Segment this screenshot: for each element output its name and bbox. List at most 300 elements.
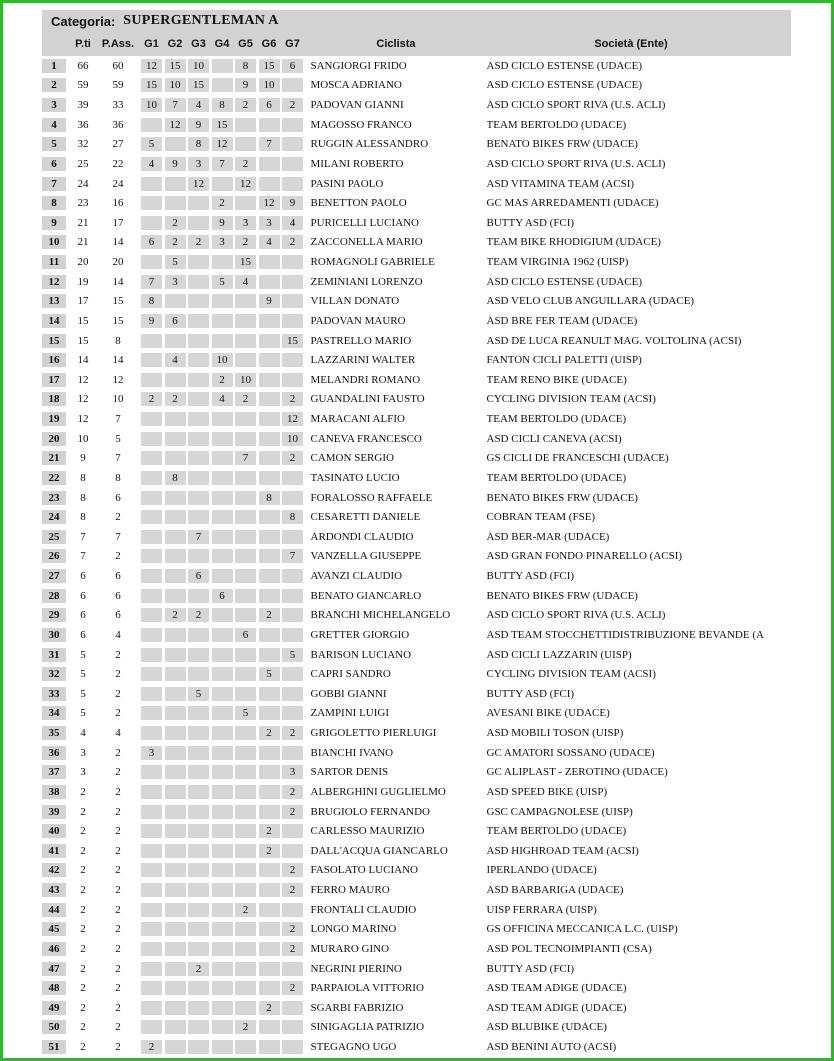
header-points: P.ti [75, 38, 91, 50]
race-g2-cell [165, 785, 186, 799]
assigned-points-cell: 7 [115, 530, 121, 543]
assigned-points-cell: 6 [115, 609, 121, 622]
race-g1-cell: 6 [141, 235, 162, 249]
table-row [42, 920, 791, 940]
race-g3-cell [188, 589, 209, 603]
team-cell: ASD BRE FER TEAM (UDACE) [486, 314, 638, 327]
points-cell: 6 [80, 609, 86, 622]
race-g7-cell: 12 [282, 412, 303, 426]
race-g1-cell [141, 569, 162, 583]
rider-name-cell: ALBERGHINI GUGLIELMO [310, 785, 446, 798]
position-cell: 3 [42, 98, 66, 112]
race-g5-cell [235, 1001, 256, 1015]
race-g4-cell [212, 726, 233, 740]
race-g2-cell: 7 [165, 98, 186, 112]
position-cell: 14 [42, 314, 66, 328]
points-cell: 8 [80, 511, 86, 524]
race-g7-cell [282, 824, 303, 838]
position-cell: 39 [42, 805, 66, 819]
team-cell: ASD TEAM ADIGE (UDACE) [486, 1001, 627, 1014]
table-row [42, 978, 791, 998]
team-cell: ASD CICLO SPORT RIVA (U.S. ACLI) [486, 99, 666, 112]
team-cell: GSC CAMPAGNOLESE (UISP) [486, 805, 633, 818]
race-g1-cell [141, 824, 162, 838]
assigned-points-cell: 2 [115, 687, 121, 700]
points-cell: 2 [80, 884, 86, 897]
points-cell: 39 [77, 99, 89, 112]
race-g4-cell [212, 451, 233, 465]
race-g5-cell [235, 510, 256, 524]
assigned-points-cell: 2 [115, 668, 121, 681]
assigned-points-cell: 16 [112, 197, 124, 210]
rider-name-cell: BRANCHI MICHELANGELO [310, 609, 451, 622]
assigned-points-cell: 2 [115, 707, 121, 720]
points-cell: 66 [77, 59, 89, 72]
race-g5-cell [235, 726, 256, 740]
rider-name-cell: SINIGAGLIA PATRIZIO [310, 1021, 425, 1034]
table-row [42, 880, 791, 900]
race-g2-cell [165, 805, 186, 819]
rider-name-cell: BARISON LUCIANO [310, 648, 412, 661]
position-cell: 29 [42, 608, 66, 622]
race-g3-cell [188, 314, 209, 328]
position-cell: 26 [42, 549, 66, 563]
race-g2-cell [165, 491, 186, 505]
points-cell: 6 [80, 589, 86, 602]
rider-name-cell: RUGGIN ALESSANDRO [310, 138, 429, 151]
team-cell: COBRAN TEAM (FSE) [486, 511, 596, 524]
race-g7-cell [282, 118, 303, 132]
assigned-points-cell: 2 [115, 1021, 121, 1034]
assigned-points-cell: 2 [115, 942, 121, 955]
table-row [42, 76, 791, 96]
race-g5-cell [235, 491, 256, 505]
race-g3-cell [188, 294, 209, 308]
race-g6-cell: 2 [259, 844, 280, 858]
race-g4-cell [212, 687, 233, 701]
rider-name-cell: BENATO GIANCARLO [310, 589, 422, 602]
race-g2-cell [165, 373, 186, 387]
race-g5-cell: 12 [235, 177, 256, 191]
position-cell: 50 [42, 1020, 66, 1034]
race-g1-cell: 7 [141, 275, 162, 289]
rider-name-cell: CANEVA FRANCESCO [310, 432, 422, 445]
team-cell: ASD BER-MAR (UDACE) [486, 530, 610, 543]
assigned-points-cell: 2 [115, 844, 121, 857]
position-cell: 1 [42, 59, 66, 73]
position-cell: 25 [42, 530, 66, 544]
assigned-points-cell: 2 [115, 884, 121, 897]
points-cell: 20 [77, 256, 89, 269]
race-g6-cell [259, 628, 280, 642]
assigned-points-cell: 10 [112, 393, 124, 406]
team-cell: AVESANI BIKE (UDACE) [486, 707, 610, 720]
race-g6-cell: 15 [259, 59, 280, 73]
race-g4-cell [212, 903, 233, 917]
position-cell: 46 [42, 942, 66, 956]
race-g3-cell: 8 [188, 137, 209, 151]
race-g7-cell [282, 608, 303, 622]
points-cell: 32 [77, 138, 89, 151]
team-cell: ASD CICLI CANEVA (ACSI) [486, 432, 622, 445]
race-g2-cell [165, 962, 186, 976]
race-g4-cell [212, 648, 233, 662]
rider-name-cell: GRETTER GIORGIO [310, 628, 410, 641]
race-g7-cell: 3 [282, 765, 303, 779]
assigned-points-cell: 6 [115, 491, 121, 504]
race-g4-cell: 7 [212, 157, 233, 171]
position-cell: 48 [42, 981, 66, 995]
team-cell: ASD VELO CLUB ANGUILLARA (UDACE) [486, 295, 695, 308]
position-cell: 24 [42, 510, 66, 524]
race-g2-cell [165, 334, 186, 348]
race-g6-cell [259, 314, 280, 328]
race-g4-cell [212, 1001, 233, 1015]
table-row [42, 802, 791, 822]
race-g2-cell [165, 432, 186, 446]
assigned-points-cell: 8 [115, 471, 121, 484]
race-g2-cell [165, 1040, 186, 1054]
race-g5-cell [235, 569, 256, 583]
race-g7-cell [282, 1020, 303, 1034]
race-g4-cell: 6 [212, 589, 233, 603]
points-cell: 2 [80, 962, 86, 975]
rider-name-cell: DALL'ACQUA GIANCARLO [310, 844, 448, 857]
race-g2-cell [165, 648, 186, 662]
race-g1-cell: 10 [141, 98, 162, 112]
race-g2-cell [165, 1001, 186, 1015]
race-g5-cell [235, 549, 256, 563]
race-g4-cell [212, 530, 233, 544]
assigned-points-cell: 15 [112, 295, 124, 308]
race-g6-cell [259, 765, 280, 779]
race-g1-cell [141, 726, 162, 740]
points-cell: 2 [80, 1021, 86, 1034]
race-g4-cell: 9 [212, 216, 233, 230]
race-g6-cell [259, 1040, 280, 1054]
race-g2-cell [165, 746, 186, 760]
race-g5-cell [235, 687, 256, 701]
table-row [42, 625, 791, 645]
table-row [42, 233, 791, 253]
table-row [42, 704, 791, 724]
race-g7-cell [282, 903, 303, 917]
rider-name-cell: TASINATO LUCIO [310, 471, 400, 484]
table-row [42, 115, 791, 135]
race-g3-cell: 2 [188, 962, 209, 976]
assigned-points-cell: 6 [115, 589, 121, 602]
assigned-points-cell: 7 [115, 452, 121, 465]
position-cell: 28 [42, 589, 66, 603]
position-cell: 43 [42, 883, 66, 897]
race-g3-cell [188, 196, 209, 210]
rider-name-cell: SGARBI FABRIZIO [310, 1001, 404, 1014]
race-g4-cell [212, 334, 233, 348]
race-g4-cell [212, 177, 233, 191]
race-g2-cell: 8 [165, 471, 186, 485]
team-cell: ASD SPEED BIKE (UISP) [486, 785, 608, 798]
position-cell: 34 [42, 706, 66, 720]
team-cell: BENATO BIKES FRW (UDACE) [486, 138, 638, 151]
team-cell: BUTTY ASD (FCI) [486, 687, 575, 700]
race-g2-cell [165, 1020, 186, 1034]
race-g7-cell [282, 353, 303, 367]
rider-name-cell: GUANDALINI FAUSTO [310, 393, 425, 406]
position-cell: 42 [42, 863, 66, 877]
table-row [42, 370, 791, 390]
race-g3-cell [188, 216, 209, 230]
position-cell: 32 [42, 667, 66, 681]
race-g7-cell: 2 [282, 883, 303, 897]
team-cell: ASD POL TECNOIMPIANTI (CSA) [486, 942, 652, 955]
race-g3-cell [188, 510, 209, 524]
race-g2-cell [165, 942, 186, 956]
points-cell: 7 [80, 550, 86, 563]
points-cell: 21 [77, 216, 89, 229]
rider-name-cell: PARPAIOLA VITTORIO [310, 982, 424, 995]
table-row [42, 959, 791, 979]
position-cell: 31 [42, 648, 66, 662]
race-g6-cell: 2 [259, 608, 280, 622]
header-g5: G5 [238, 38, 253, 50]
points-cell: 7 [80, 530, 86, 543]
race-g2-cell [165, 569, 186, 583]
race-g4-cell [212, 962, 233, 976]
race-g1-cell [141, 177, 162, 191]
race-g1-cell [141, 353, 162, 367]
assigned-points-cell: 4 [115, 727, 121, 740]
header-g6: G6 [261, 38, 277, 50]
race-g2-cell: 2 [165, 235, 186, 249]
table-row [42, 566, 791, 586]
race-g6-cell: 2 [259, 726, 280, 740]
position-cell: 21 [42, 451, 66, 465]
table-row [42, 743, 791, 763]
points-cell: 8 [80, 491, 86, 504]
race-g1-cell [141, 981, 162, 995]
race-g3-cell [188, 491, 209, 505]
race-g3-cell: 5 [188, 687, 209, 701]
race-g6-cell [259, 549, 280, 563]
race-g7-cell [282, 569, 303, 583]
rider-name-cell: FASOLATO LUCIANO [310, 864, 418, 877]
race-g1-cell: 3 [141, 746, 162, 760]
race-g1-cell [141, 844, 162, 858]
race-g6-cell [259, 530, 280, 544]
team-cell: BENATO BIKES FRW (UDACE) [486, 491, 638, 504]
team-cell: TEAM BIKE RHODIGIUM (UDACE) [486, 236, 661, 249]
points-cell: 12 [77, 393, 89, 406]
race-g4-cell [212, 59, 233, 73]
points-cell: 17 [77, 295, 89, 308]
race-g1-cell: 2 [141, 392, 162, 406]
race-g5-cell [235, 844, 256, 858]
team-cell: GS OFFICINA MECCANICA L.C. (UISP) [486, 923, 678, 936]
position-cell: 10 [42, 235, 66, 249]
race-g6-cell [259, 903, 280, 917]
race-g3-cell [188, 334, 209, 348]
table-row [42, 95, 791, 115]
race-g2-cell [165, 687, 186, 701]
race-g6-cell [259, 177, 280, 191]
table-row [42, 586, 791, 606]
category-label: Categoria: [51, 13, 116, 29]
race-g2-cell [165, 451, 186, 465]
position-cell: 7 [42, 177, 66, 191]
race-g4-cell [212, 706, 233, 720]
race-g3-cell: 15 [188, 78, 209, 92]
team-cell: ASD CICLO ESTENSE (UDACE) [486, 275, 643, 288]
race-g1-cell [141, 785, 162, 799]
position-cell: 20 [42, 432, 66, 446]
race-g6-cell: 4 [259, 235, 280, 249]
race-g1-cell [141, 196, 162, 210]
assigned-points-cell: 6 [115, 570, 121, 583]
position-cell: 51 [42, 1040, 66, 1054]
table-header [42, 32, 791, 56]
assigned-points-cell: 2 [115, 825, 121, 838]
table-row [42, 763, 791, 783]
category-bar [42, 10, 791, 32]
assigned-points-cell: 2 [115, 903, 121, 916]
race-g1-cell: 4 [141, 157, 162, 171]
assigned-points-cell: 2 [115, 805, 121, 818]
race-g7-cell: 7 [282, 549, 303, 563]
team-cell: TEAM BERTOLDO (UDACE) [486, 413, 627, 426]
assigned-points-cell: 2 [115, 982, 121, 995]
race-g6-cell [259, 746, 280, 760]
position-cell: 47 [42, 962, 66, 976]
race-g1-cell: 8 [141, 294, 162, 308]
race-g3-cell [188, 471, 209, 485]
table-row [42, 350, 791, 370]
race-g6-cell [259, 805, 280, 819]
points-cell: 14 [77, 354, 89, 367]
race-g3-cell [188, 746, 209, 760]
race-g1-cell: 2 [141, 1040, 162, 1054]
race-g7-cell [282, 844, 303, 858]
points-cell: 5 [80, 687, 86, 700]
points-cell: 12 [77, 373, 89, 386]
header-rider: Ciclista [376, 38, 416, 50]
race-g4-cell [212, 667, 233, 681]
race-g4-cell [212, 314, 233, 328]
table-row [42, 861, 791, 881]
position-cell: 9 [42, 216, 66, 230]
table-row [42, 154, 791, 174]
team-cell: ASD CICLO ESTENSE (UDACE) [486, 59, 643, 72]
header-g1: G1 [144, 38, 159, 50]
race-g7-cell [282, 491, 303, 505]
team-cell: ASD BARBARIGA (UDACE) [486, 884, 624, 897]
race-g4-cell [212, 863, 233, 877]
race-g3-cell [188, 863, 209, 877]
race-g5-cell [235, 863, 256, 877]
race-g7-cell [282, 471, 303, 485]
position-cell: 6 [42, 157, 66, 171]
race-g6-cell [259, 275, 280, 289]
points-cell: 9 [80, 452, 86, 465]
race-g5-cell [235, 118, 256, 132]
assigned-points-cell: 15 [112, 314, 124, 327]
race-g2-cell: 2 [165, 608, 186, 622]
position-cell: 19 [42, 412, 66, 426]
race-g3-cell [188, 628, 209, 642]
team-cell: ASD CICLI LAZZARIN (UISP) [486, 648, 632, 661]
rider-name-cell: ZACCONELLA MARIO [310, 236, 423, 249]
race-g3-cell: 3 [188, 157, 209, 171]
assigned-points-cell: 7 [115, 413, 121, 426]
race-g4-cell [212, 471, 233, 485]
race-g7-cell [282, 706, 303, 720]
race-g2-cell [165, 922, 186, 936]
table-row [42, 664, 791, 684]
race-g7-cell: 2 [282, 392, 303, 406]
race-g7-cell [282, 294, 303, 308]
team-cell: ASD BLUBIKE (UDACE) [486, 1021, 607, 1034]
race-g5-cell: 4 [235, 275, 256, 289]
race-g2-cell [165, 549, 186, 563]
race-g5-cell [235, 746, 256, 760]
race-g3-cell [188, 1040, 209, 1054]
race-g6-cell [259, 785, 280, 799]
team-cell: ASD TEAM ADIGE (UDACE) [486, 982, 627, 995]
race-g2-cell: 5 [165, 255, 186, 269]
table-row [42, 606, 791, 626]
rider-name-cell: VILLAN DONATO [310, 295, 400, 308]
table-row [42, 1018, 791, 1038]
assigned-points-cell: 2 [115, 746, 121, 759]
position-cell: 22 [42, 471, 66, 485]
race-g4-cell [212, 549, 233, 563]
team-cell: BENATO BIKES FRW (UDACE) [486, 589, 638, 602]
race-g3-cell [188, 922, 209, 936]
race-g2-cell [165, 589, 186, 603]
race-g1-cell: 5 [141, 137, 162, 151]
points-cell: 5 [80, 648, 86, 661]
table-row [42, 449, 791, 469]
points-cell: 2 [80, 785, 86, 798]
race-g5-cell [235, 294, 256, 308]
points-cell: 3 [80, 766, 86, 779]
table-row [42, 645, 791, 665]
race-g1-cell [141, 903, 162, 917]
points-cell: 2 [80, 923, 86, 936]
rider-name-cell: CAMON SERGIO [310, 452, 394, 465]
race-g5-cell: 3 [235, 216, 256, 230]
position-cell: 45 [42, 922, 66, 936]
race-g2-cell [165, 726, 186, 740]
table-row [42, 782, 791, 802]
race-g1-cell [141, 255, 162, 269]
assigned-points-cell: 2 [115, 766, 121, 779]
race-g6-cell [259, 589, 280, 603]
rider-name-cell: STEGAGNO UGO [310, 1041, 397, 1054]
race-g4-cell: 15 [212, 118, 233, 132]
race-g7-cell [282, 667, 303, 681]
race-g1-cell [141, 863, 162, 877]
race-g7-cell: 8 [282, 510, 303, 524]
race-g3-cell [188, 981, 209, 995]
race-g3-cell: 4 [188, 98, 209, 112]
race-g7-cell [282, 78, 303, 92]
race-g3-cell: 9 [188, 118, 209, 132]
race-g7-cell [282, 530, 303, 544]
rider-name-cell: PASTRELLO MARIO [310, 334, 412, 347]
team-cell: GC MAS ARREDAMENTI (UDACE) [486, 197, 659, 210]
race-g4-cell [212, 432, 233, 446]
points-cell: 5 [80, 707, 86, 720]
